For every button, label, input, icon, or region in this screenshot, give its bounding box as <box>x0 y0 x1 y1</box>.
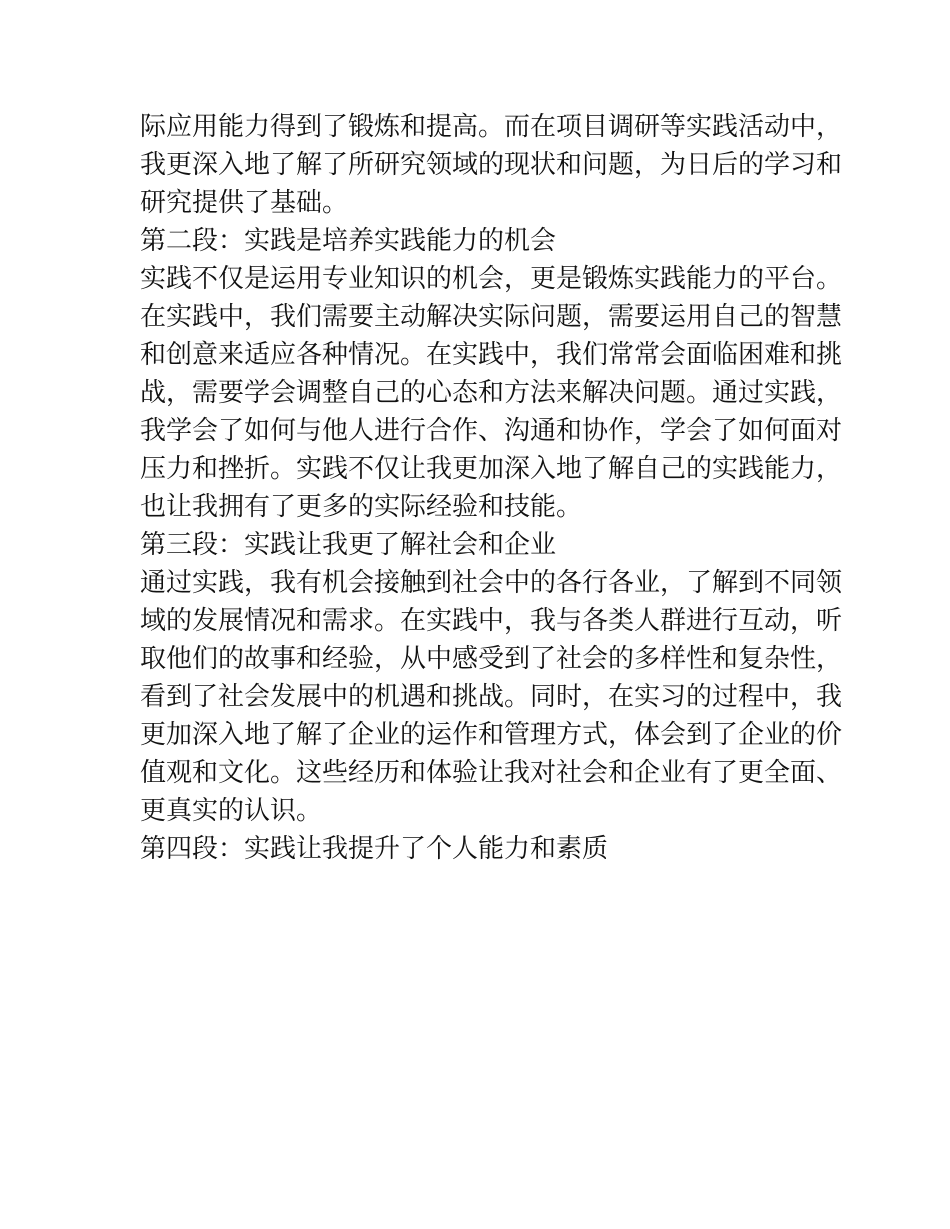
text-line: 实践不仅是运用专业知识的机会，更是锻炼实践能力的平台。 <box>140 264 843 294</box>
text-line: 通过实践，我有机会接触到社会中的各行各业，了解到不同领 <box>140 568 843 598</box>
text-line: 值观和文化。这些经历和体验让我对社会和企业有了更全面、 <box>140 758 843 788</box>
document-body <box>140 108 843 868</box>
text-line: 更真实的认识。 <box>140 796 323 826</box>
text-line: 域的发展情况和需求。在实践中，我与各类人群进行互动，听 <box>140 606 843 636</box>
text-line: 我学会了如何与他人进行合作、沟通和协作，学会了如何面对 <box>140 416 843 446</box>
text-line: 看到了社会发展中的机遇和挑战。同时，在实习的过程中，我 <box>140 682 843 712</box>
section-heading-4: 第四段：实践让我提升了个人能力和素质 <box>140 834 609 864</box>
section-heading-2: 第二段：实践是培养实践能力的机会 <box>140 226 557 256</box>
text-line: 在实践中，我们需要主动解决实际问题，需要运用自己的智慧 <box>140 302 843 332</box>
text-line: 也让我拥有了更多的实际经验和技能。 <box>140 492 583 522</box>
text-line: 我更深入地了解了所研究领域的现状和问题，为日后的学习和 <box>140 150 843 180</box>
text-line: 取他们的故事和经验，从中感受到了社会的多样性和复杂性， <box>140 644 843 674</box>
text-line: 更加深入地了解了企业的运作和管理方式，体会到了企业的价 <box>140 720 843 750</box>
text-line: 研究提供了基础。 <box>140 188 349 218</box>
text-line: 压力和挫折。实践不仅让我更加深入地了解自己的实践能力， <box>140 454 843 484</box>
text-line: 和创意来适应各种情况。在实践中，我们常常会面临困难和挑 <box>140 340 843 370</box>
text-line: 际应用能力得到了锻炼和提高。而在项目调研等实践活动中， <box>140 112 843 142</box>
section-heading-3: 第三段：实践让我更了解社会和企业 <box>140 530 557 560</box>
text-line: 战，需要学会调整自己的心态和方法来解决问题。通过实践， <box>140 378 843 408</box>
